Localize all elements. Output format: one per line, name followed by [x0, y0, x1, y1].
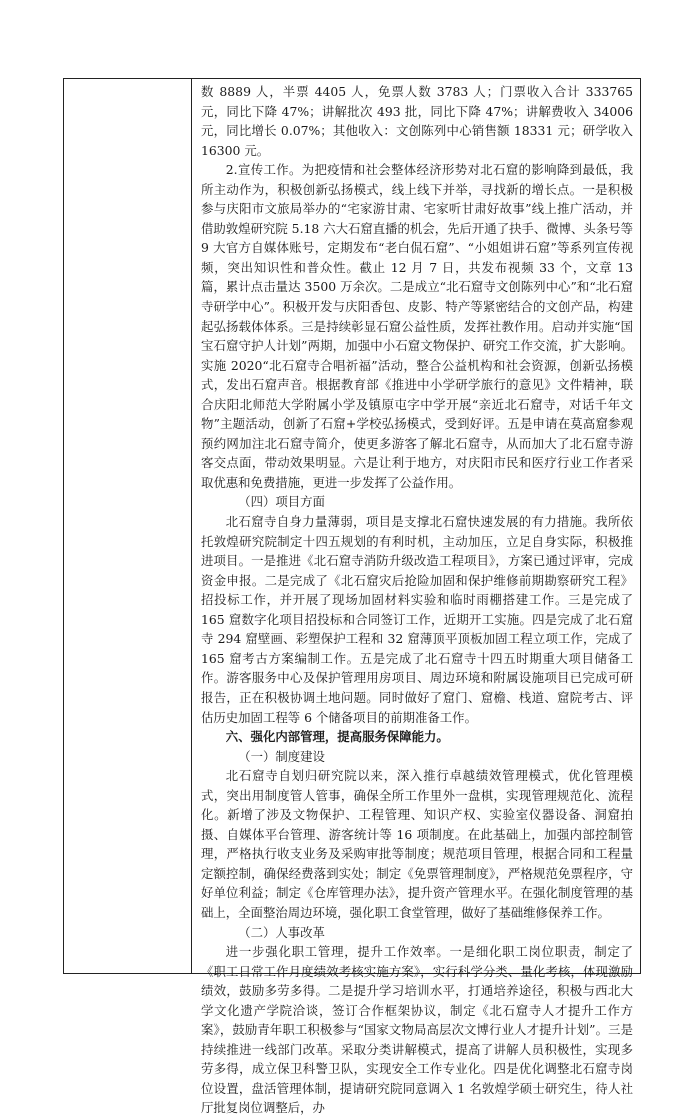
paragraph-visitor-statistics: 数 8889 人，半票 4405 人，免票人数 3783 人；门票收入合计 333765 元，同比下降 47%；讲解批次 493 批，同比下降 47%；讲解费收入 34006 元，同比增长 0.07%；其他收入：文创陈列中心销售额 18331 元；研学收入 16300 元。 [201, 84, 633, 158]
paragraph-publicity-work: 2.宣传工作。为把疫情和社会整体经济形势对北石窟的影响降到最低，我所主动作为，积极创新弘扬模式，线上线下并举，寻找新的增长点。一是积极参与庆阳市文旅局举办的“宅家游甘肃、宅家听甘肃好故事”线上推广活动，并借助敦煌研究院 5.18 六大石窟直播的机会，先后开通了抉手、微博、头条号等 9 大官方自媒体账号，定期发布“老白侃石窟”、“小姐姐讲石窟”等系列宣传视频，突出知识性和普众性。截止 12 月 7 日，共发布视频 33 个，文章 13 篇，累计点击量达 3500 万余次。二是成立“北石窟寺文创陈列中心”和“北石窟寺研学中心”。积极开发与庆阳香包、皮影、特产等紧密结合的文创产品，构建起弘扬载体体系。三是持续彰显石窟公益性质，发挥社教作用。启动并实施“国宝石窟守护人计划”两期，加强中小石窟文物保护、研究工作交流，扩大影响。实施 2020“北石窟寺合唱祈福”活动，整合公益机构和社会资源，创新弘扬模式，发出石窟声音。根据教育部《推进中小学研学旅行的意见》文件精神，联合庆阳北师范大学附属小学及镇原屯字中学开展“亲近北石窟寺，对话千年文物”主题活动，创新了石窟+学校弘扬模式，受到好评。五是申请在莫高窟参观预约网加注北石窟寺简介，使更多游客了解北石窟寺，从而加大了北石窟寺游客交点面，带动效果明显。六是让利于地方，对庆阳市民和医疗行业工作者采取优惠和免费措施，更进一步发挥了公益作用。 [201, 162, 633, 490]
heading-personnel-reform: （二）人事改革 [238, 924, 325, 940]
paragraph-system-building: 北石窟寺自划归研究院以来，深入推行卓越绩效管理模式，优化管理模式，突出用制度管人管事，确保全所工作里外一盘棋，实现管理规范化、流程化。新增了涉及文物保护、工程管理、知识产权、实验室仪器设备、洞窟拍摄、自媒体平台管理、游客统计等 16 项制度。在此基础上，加强内部控制管理，严格执行收支业务及采购审批等制度；规范项目管理，根据合同和工程量定额控制，确保经费落到实处；制定《免票管理制度》，严格规范免票程序，守好单位利益；制定《仓库管理办法》，提升资产管理水平。在强化制度管理的基础上，全面整治周边环境，强化职工食堂管理，做好了基础维修保养工作。 [201, 768, 633, 920]
paragraph-projects: 北石窟寺自身力量薄弱，项目是支撑北石窟快速发展的有力措施。我所依托敦煌研究院制定十四五规划的有利时机，主动加压，立足自身实际，积极推进项目。一是推进《北石窟寺消防升级改造工程项目》，方案已通过评审，完成资金申报。二是完成了《北石窟灾后抢险加固和保护维修前期勘察研究工程》招投标工作，并开展了现场加固材料实验和临时雨棚搭建工作。三是完成了 165 窟数字化项目招投标和合同签订工作，近期开工实施。四是完成了北石窟寺 294 窟壁画、彩塑保护工程和 32 窟薄顶平顶板加固工程立项工作，完成了 165 窟考古方案编制工作。五是完成了北石窟寺十四五时期重大项目储备工作。游客服务中心及保护管理用房项目、周边环境和附属设施项目已完成可研报告，正在积极协调土地问题。同时做好了窟门、窟檐、栈道、窟院考古、评估历史加固工程等 6 个储备项目的前期准备工作。 [201, 514, 633, 725]
paragraph-personnel-reform: 进一步强化职工管理，提升工作效率。一是细化职工岗位职责，制定了《职工日常工作月度绩效考核实施方案》，实行科学分类、量化考核，体现激励绩效，鼓励多劳多得。二是提升学习培训水平，打通培养途径，积极与西北大学文化遗产学院洽谈，签订合作框架协议，制定《北石窟寺人才提升工作方案》，鼓励青年职工积极参与“国家文物局高层次文博行业人才提升计划”。三是持续推进一线部门改革。采取分类讲解模式，提高了讲解人员积极性，实现多劳多得，成立保卫科警卫队，实现安全工作专业化。四是优化调整北石窟寺岗位设置，盘活管理体制，提请研究院同意调入 1 名敦煌学硕士研究生，待人社厅批复岗位调整后，办 [201, 944, 633, 1116]
heading-internal-management: 六、强化内部管理，提高服务保障能力。 [225, 729, 449, 745]
heading-projects: （四）项目方面 [238, 494, 325, 510]
table-label-column [64, 79, 192, 973]
document-table [63, 78, 641, 1116]
table-content-cell [201, 82, 633, 1118]
heading-system-building: （一）制度建设 [238, 748, 325, 764]
